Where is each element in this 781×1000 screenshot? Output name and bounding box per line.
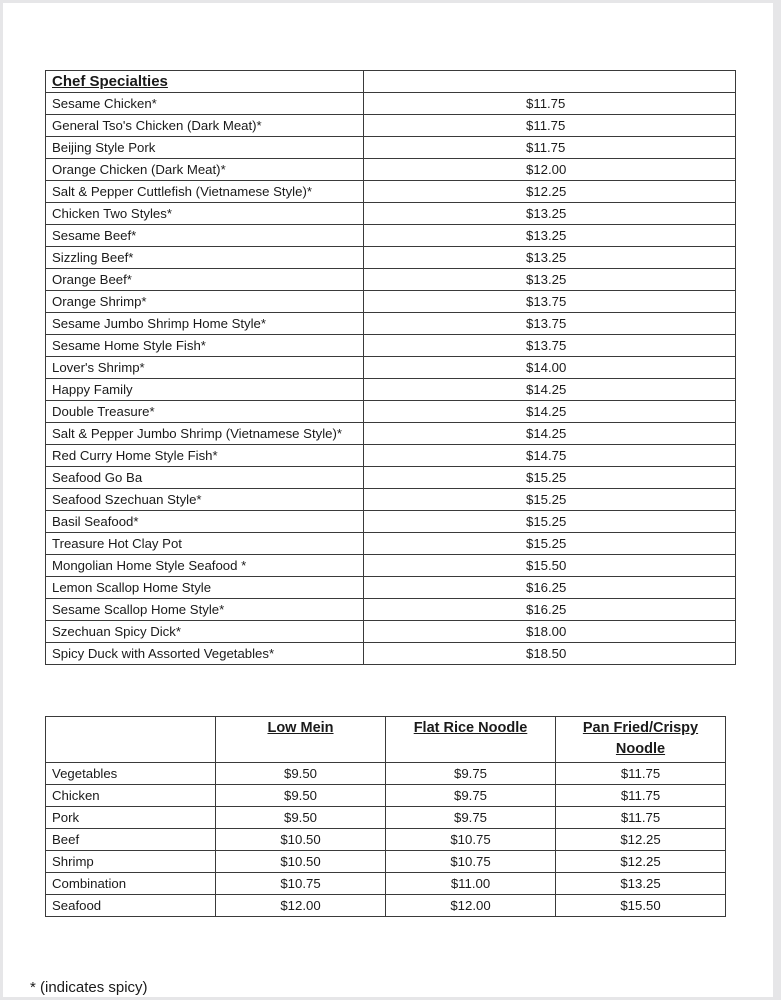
dish-price: $11.75: [364, 115, 736, 137]
dish-name: Spicy Duck with Assorted Vegetables*: [46, 643, 364, 665]
table-row: [46, 533, 736, 555]
dish-name: Seafood Szechuan Style*: [46, 489, 364, 511]
protein-name: Vegetables: [46, 763, 216, 785]
spicy-footnote: * (indicates spicy): [30, 979, 148, 996]
table-row: [46, 555, 736, 577]
table-row: [46, 763, 726, 785]
dish-name: Sesame Scallop Home Style*: [46, 599, 364, 621]
dish-name: Sesame Home Style Fish*: [46, 335, 364, 357]
dish-price: $14.25: [364, 401, 736, 423]
protein-name: Shrimp: [46, 851, 216, 873]
dish-name: Szechuan Spicy Dick*: [46, 621, 364, 643]
table-row: [46, 873, 726, 895]
table-row: [46, 269, 736, 291]
dish-price: $13.75: [364, 291, 736, 313]
chef-specialties-table: [45, 70, 736, 665]
dish-name: Orange Chicken (Dark Meat)*: [46, 159, 364, 181]
dish-name: Chicken Two Styles*: [46, 203, 364, 225]
table-row: [46, 467, 736, 489]
column-header-pan-fried-crispy-noodle: Pan Fried/Crispy Noodle: [556, 717, 726, 763]
table-row: [46, 829, 726, 851]
table-row: [46, 643, 736, 665]
table-row: [46, 489, 736, 511]
dish-price: $15.25: [364, 533, 736, 555]
dish-name: General Tso's Chicken (Dark Meat)*: [46, 115, 364, 137]
dish-name: Mongolian Home Style Seafood *: [46, 555, 364, 577]
dish-name: Sesame Beef*: [46, 225, 364, 247]
noodle-price: $11.75: [556, 763, 726, 785]
table-header-row: [46, 71, 736, 93]
dish-name: Salt & Pepper Jumbo Shrimp (Vietnamese Style)*: [46, 423, 364, 445]
dish-name: Sesame Chicken*: [46, 93, 364, 115]
protein-name: Seafood: [46, 895, 216, 917]
dish-price: $13.75: [364, 335, 736, 357]
noodle-price: $12.00: [386, 895, 556, 917]
dish-name: Seafood Go Ba: [46, 467, 364, 489]
table-row: [46, 291, 736, 313]
table-row: [46, 115, 736, 137]
dish-price: $13.25: [364, 269, 736, 291]
table-row: [46, 401, 736, 423]
column-header-flat-rice-noodle: Flat Rice Noodle: [386, 717, 556, 763]
dish-price: $12.00: [364, 159, 736, 181]
table-row: [46, 895, 726, 917]
dish-price: $18.50: [364, 643, 736, 665]
table-row: [46, 159, 736, 181]
dish-price: $16.25: [364, 599, 736, 621]
noodle-price: $9.50: [216, 807, 386, 829]
noodle-price: $9.75: [386, 763, 556, 785]
protein-name: Combination: [46, 873, 216, 895]
dish-price: $14.25: [364, 423, 736, 445]
noodle-price: $11.75: [556, 807, 726, 829]
dish-price: $13.25: [364, 225, 736, 247]
noodle-price: $9.75: [386, 807, 556, 829]
dish-price: $11.75: [364, 93, 736, 115]
dish-name: Happy Family: [46, 379, 364, 401]
dish-price: $14.75: [364, 445, 736, 467]
noodle-price: $9.50: [216, 763, 386, 785]
table-row: [46, 511, 736, 533]
dish-price: $15.25: [364, 511, 736, 533]
noodle-price: $10.75: [386, 851, 556, 873]
dish-name: Red Curry Home Style Fish*: [46, 445, 364, 467]
noodle-price: $10.75: [216, 873, 386, 895]
table-row: [46, 247, 736, 269]
table-row: [46, 313, 736, 335]
menu-page: [3, 3, 773, 997]
noodle-price: $10.75: [386, 829, 556, 851]
dish-name: Lemon Scallop Home Style: [46, 577, 364, 599]
dish-price: $14.00: [364, 357, 736, 379]
noodle-price: $13.25: [556, 873, 726, 895]
noodle-price: $12.25: [556, 829, 726, 851]
noodle-price: $10.50: [216, 851, 386, 873]
noodle-price: $11.00: [386, 873, 556, 895]
table-row: [46, 203, 736, 225]
table-row: [46, 357, 736, 379]
protein-name: Pork: [46, 807, 216, 829]
dish-price: $16.25: [364, 577, 736, 599]
table-row: [46, 137, 736, 159]
noodle-price: $15.50: [556, 895, 726, 917]
dish-price: $12.25: [364, 181, 736, 203]
dish-name: Double Treasure*: [46, 401, 364, 423]
dish-price: $14.25: [364, 379, 736, 401]
column-header-low-mein: Low Mein: [216, 717, 386, 763]
table-row: [46, 621, 736, 643]
dish-name: Beijing Style Pork: [46, 137, 364, 159]
dish-price: $15.25: [364, 467, 736, 489]
dish-name: Sesame Jumbo Shrimp Home Style*: [46, 313, 364, 335]
table-row: [46, 807, 726, 829]
table-row: [46, 93, 736, 115]
dish-name: Treasure Hot Clay Pot: [46, 533, 364, 555]
dish-price: $13.25: [364, 203, 736, 225]
noodle-price: $12.25: [556, 851, 726, 873]
table-row: [46, 225, 736, 247]
section-title: Chef Specialties: [46, 71, 364, 93]
dish-price: $11.75: [364, 137, 736, 159]
dish-price: $15.50: [364, 555, 736, 577]
noodle-price: $9.50: [216, 785, 386, 807]
dish-name: Orange Shrimp*: [46, 291, 364, 313]
dish-name: Basil Seafood*: [46, 511, 364, 533]
table-row: [46, 445, 736, 467]
noodles-table: [45, 716, 726, 917]
dish-price: $13.25: [364, 247, 736, 269]
noodle-price: $9.75: [386, 785, 556, 807]
column-header-empty: [46, 717, 216, 763]
table-row: [46, 785, 726, 807]
table-row: [46, 851, 726, 873]
header-empty-cell: [364, 71, 736, 93]
noodle-price: $12.00: [216, 895, 386, 917]
dish-price: $15.25: [364, 489, 736, 511]
table-row: [46, 335, 736, 357]
table-row: [46, 423, 736, 445]
table-row: [46, 379, 736, 401]
dish-price: $13.75: [364, 313, 736, 335]
table-header-row: [46, 717, 726, 763]
table-row: [46, 181, 736, 203]
protein-name: Beef: [46, 829, 216, 851]
noodle-price: $11.75: [556, 785, 726, 807]
dish-name: Orange Beef*: [46, 269, 364, 291]
dish-name: Lover's Shrimp*: [46, 357, 364, 379]
dish-name: Sizzling Beef*: [46, 247, 364, 269]
protein-name: Chicken: [46, 785, 216, 807]
table-row: [46, 577, 736, 599]
noodle-price: $10.50: [216, 829, 386, 851]
dish-name: Salt & Pepper Cuttlefish (Vietnamese Style)*: [46, 181, 364, 203]
dish-price: $18.00: [364, 621, 736, 643]
table-row: [46, 599, 736, 621]
